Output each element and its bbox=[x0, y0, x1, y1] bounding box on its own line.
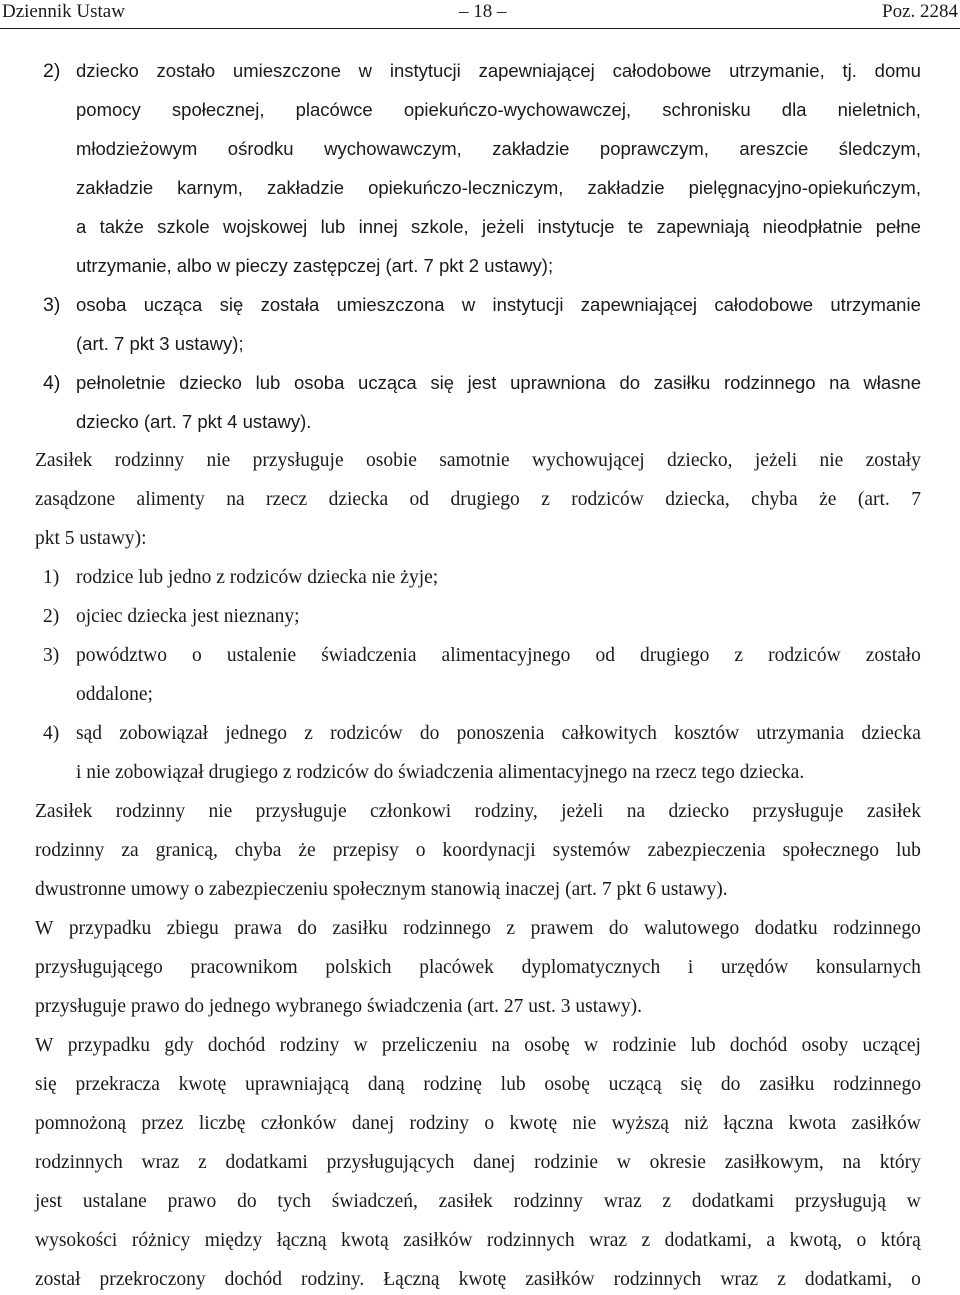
word: zasądzone bbox=[35, 489, 116, 510]
word: z bbox=[506, 918, 516, 939]
word: wychowawczym, bbox=[324, 138, 462, 159]
word: zasiłkowym, bbox=[724, 1152, 824, 1173]
word: utrzymanie bbox=[830, 294, 921, 315]
word: przysługuje bbox=[252, 450, 344, 471]
word: rodzinnych bbox=[486, 1230, 575, 1251]
list-number: 4) bbox=[43, 723, 60, 744]
word: własne bbox=[863, 372, 921, 393]
word: śledczym, bbox=[838, 138, 921, 159]
word: osoby bbox=[801, 1035, 849, 1056]
word: pielęgnacyjno-opiekuńczym, bbox=[688, 177, 921, 198]
word: okresie bbox=[649, 1152, 706, 1173]
word: całkowitych bbox=[561, 723, 657, 744]
text-line bbox=[76, 644, 921, 668]
word: rodziny bbox=[279, 1035, 340, 1056]
word: a bbox=[76, 216, 87, 237]
text-line bbox=[76, 176, 921, 200]
text-line: utrzymanie, albo w pieczy zastępczej (art. 7 pkt 2 ustawy); bbox=[76, 255, 554, 276]
word: członków bbox=[260, 1113, 337, 1134]
word: zbiegu bbox=[166, 918, 219, 939]
word: kwota bbox=[788, 1113, 837, 1134]
word: którą bbox=[880, 1230, 921, 1251]
word: danej bbox=[473, 1152, 516, 1173]
word: przysługujących bbox=[326, 1152, 455, 1173]
word: dziecka bbox=[861, 723, 921, 744]
word: przysługuje bbox=[255, 801, 347, 822]
word: zapewniają bbox=[656, 216, 750, 237]
word: rodzinnego bbox=[403, 918, 491, 939]
word: od bbox=[595, 645, 615, 666]
word: sąd bbox=[76, 723, 102, 744]
word: zakładzie bbox=[587, 177, 665, 198]
paragraph-line: przysługuje prawo do jednego wybranego świadczenia (art. 27 ust. 3 ustawy). bbox=[35, 996, 643, 1017]
paragraph-line bbox=[35, 1229, 921, 1253]
paragraph-line bbox=[35, 1190, 921, 1214]
word: dziecko bbox=[179, 372, 242, 393]
word: pełnoletnie bbox=[76, 372, 166, 393]
word: prawa bbox=[234, 918, 282, 939]
word: (art. bbox=[857, 489, 890, 510]
text-line: ojciec dziecka jest nieznany; bbox=[76, 606, 300, 627]
word: prawem bbox=[530, 918, 594, 939]
page-header bbox=[0, 0, 960, 26]
word: przysługuje bbox=[752, 801, 844, 822]
list-number: 3) bbox=[43, 294, 61, 316]
word: szkole bbox=[157, 216, 210, 237]
paragraph-line bbox=[35, 449, 921, 473]
word: że bbox=[819, 489, 837, 510]
word: kosztów bbox=[674, 723, 740, 744]
word: łączna bbox=[723, 1113, 774, 1134]
word: do bbox=[237, 1191, 257, 1212]
word: członkowi bbox=[369, 801, 452, 822]
word: opiekuńczo-leczniczym, bbox=[368, 177, 564, 198]
word: całodobowe bbox=[612, 60, 712, 81]
word: między bbox=[204, 1230, 263, 1251]
word: dochód bbox=[207, 1035, 266, 1056]
word: tych bbox=[277, 1191, 311, 1212]
word: Łączną bbox=[383, 1269, 440, 1290]
word: nieodpłatnie bbox=[762, 216, 863, 237]
word: liczbę bbox=[198, 1113, 246, 1134]
text-line: i nie zobowiązał drugiego z rodziców do świadczenia alimentacyjnego na rzecz tego dziecka. bbox=[76, 762, 805, 783]
word: tj. bbox=[842, 60, 857, 81]
word: ustalane bbox=[82, 1191, 147, 1212]
word: opiekuńczo-wychowawczej, bbox=[403, 99, 632, 120]
word: uprawniającą bbox=[245, 1074, 350, 1095]
word: zakładzie bbox=[76, 177, 154, 198]
word: młodzieżowym bbox=[76, 138, 198, 159]
text-line bbox=[76, 371, 921, 395]
word: dziecko, bbox=[667, 450, 733, 471]
word: kwotą bbox=[340, 1230, 389, 1251]
word: pomocy bbox=[76, 99, 141, 120]
word: te bbox=[627, 216, 644, 237]
list-number: 3) bbox=[43, 645, 60, 666]
word: rodzinnych bbox=[35, 1152, 123, 1173]
word: z bbox=[198, 1152, 207, 1173]
word: w bbox=[461, 294, 476, 315]
word: się bbox=[35, 1074, 57, 1095]
word: dodatkami, bbox=[664, 1230, 752, 1251]
word: i bbox=[687, 957, 694, 978]
word: świadczeń, bbox=[331, 1191, 418, 1212]
word: do bbox=[720, 1074, 741, 1095]
word: schronisku bbox=[662, 99, 751, 120]
text-line: rodzice lub jedno z rodziców dziecka nie żyje; bbox=[76, 567, 439, 588]
word: przepisy bbox=[332, 840, 399, 861]
word: rodziców bbox=[571, 489, 644, 510]
word: lub bbox=[500, 1074, 526, 1095]
list-number: 2) bbox=[43, 606, 60, 627]
word: chyba bbox=[751, 489, 798, 510]
word: zostały bbox=[865, 450, 921, 471]
word: wraz bbox=[589, 1230, 628, 1251]
word: rodzinny bbox=[35, 840, 105, 861]
word: przez bbox=[141, 1113, 184, 1134]
paragraph-line bbox=[35, 1112, 921, 1136]
word: różnicy bbox=[131, 1230, 191, 1251]
paragraph-line bbox=[35, 1151, 921, 1175]
word: łączną bbox=[276, 1230, 327, 1251]
word: lub bbox=[255, 372, 281, 393]
word: W bbox=[35, 1035, 54, 1056]
word: urzędów bbox=[721, 957, 789, 978]
word: na bbox=[226, 489, 245, 510]
word: o bbox=[911, 1269, 921, 1290]
word: lub bbox=[895, 840, 921, 861]
word: rzecz bbox=[266, 489, 308, 510]
word: rodziców bbox=[768, 645, 841, 666]
word: dodatkami, bbox=[804, 1269, 893, 1290]
word: samotnie bbox=[439, 450, 510, 471]
text-line: (art. 7 pkt 3 ustawy); bbox=[76, 333, 244, 354]
word: jeżeli bbox=[561, 801, 604, 822]
word: dodatku bbox=[754, 918, 818, 939]
word: prawo bbox=[167, 1191, 217, 1212]
word: areszcie bbox=[739, 138, 809, 159]
word: nie bbox=[819, 450, 844, 471]
word: drugiego bbox=[640, 645, 710, 666]
word: lub bbox=[690, 1035, 716, 1056]
word: zobowiązał bbox=[119, 723, 209, 744]
word: poprawczym, bbox=[599, 138, 709, 159]
paragraph-line bbox=[35, 1268, 921, 1292]
word: zasiłków bbox=[403, 1230, 473, 1251]
word: rodziców bbox=[330, 723, 403, 744]
word: została bbox=[260, 294, 320, 315]
word: instytucje bbox=[537, 216, 615, 237]
word: dodatkami bbox=[225, 1152, 308, 1173]
word: osobę bbox=[544, 1074, 590, 1095]
word: W bbox=[35, 918, 54, 939]
word: 7 bbox=[911, 489, 921, 510]
word: do bbox=[608, 918, 629, 939]
word: przypadku bbox=[68, 918, 152, 939]
paragraph-line bbox=[35, 1034, 921, 1058]
word: w bbox=[353, 1035, 368, 1056]
word: dochód bbox=[224, 1269, 283, 1290]
word: innej bbox=[358, 216, 398, 237]
word: do bbox=[297, 918, 317, 939]
word: wychowującej bbox=[532, 450, 645, 471]
page-number: – 18 – bbox=[459, 1, 507, 22]
word: w bbox=[616, 1152, 631, 1173]
word: społecznej, bbox=[171, 99, 265, 120]
list-number: 2) bbox=[43, 60, 61, 82]
paragraph-line bbox=[35, 1073, 921, 1097]
word: który bbox=[879, 1152, 921, 1173]
word: przysługującego bbox=[35, 957, 163, 978]
word: nie bbox=[572, 1113, 597, 1134]
word: kwotą, bbox=[789, 1230, 843, 1251]
word: utrzymanie, bbox=[729, 60, 825, 81]
word: z bbox=[541, 489, 550, 510]
word: jest bbox=[467, 372, 497, 393]
word: rodzinnego bbox=[833, 1074, 921, 1095]
header-rule bbox=[0, 28, 960, 29]
word: na bbox=[842, 1152, 861, 1173]
word: placówce bbox=[295, 99, 373, 120]
word: został bbox=[35, 1269, 81, 1290]
word: w bbox=[584, 1035, 599, 1056]
text-line bbox=[76, 293, 921, 317]
word: ośrodku bbox=[227, 138, 294, 159]
paragraph-line bbox=[35, 800, 921, 824]
word: dziecka bbox=[328, 489, 389, 510]
word: o bbox=[415, 840, 426, 861]
word: zapewniającej bbox=[478, 60, 595, 81]
word: nieletnich, bbox=[837, 99, 921, 120]
word: wraz bbox=[141, 1152, 180, 1173]
word: osoba bbox=[76, 294, 127, 315]
word: z bbox=[734, 645, 744, 666]
word: od bbox=[409, 489, 430, 510]
word: nie bbox=[208, 801, 233, 822]
word: się bbox=[680, 1074, 703, 1095]
word: chyba bbox=[234, 840, 282, 861]
paragraph-line bbox=[35, 839, 921, 863]
word: dziecko bbox=[668, 801, 730, 822]
word: nie bbox=[206, 450, 231, 471]
paragraph-line bbox=[35, 956, 921, 980]
list-number: 1) bbox=[43, 567, 60, 588]
word: a bbox=[766, 1230, 775, 1251]
word: rodzinnego bbox=[723, 372, 816, 393]
word: dla bbox=[781, 99, 807, 120]
text-line bbox=[76, 137, 921, 161]
word: wojskowej bbox=[222, 216, 308, 237]
word: alimenty bbox=[136, 489, 205, 510]
word: kwotę bbox=[509, 1113, 558, 1134]
text-line bbox=[76, 215, 921, 239]
word: kwotę bbox=[458, 1269, 507, 1290]
word: instytucji bbox=[389, 60, 461, 81]
word: przekracza bbox=[75, 1074, 160, 1095]
word: dochód bbox=[729, 1035, 788, 1056]
word: uczącą bbox=[608, 1074, 662, 1095]
word: się bbox=[219, 294, 244, 315]
word: rodzinie bbox=[534, 1152, 599, 1173]
word: rodzinę bbox=[423, 1074, 482, 1095]
word: do bbox=[419, 723, 440, 744]
word: rodzinnych bbox=[613, 1269, 702, 1290]
word: jednego bbox=[225, 723, 287, 744]
word: danej bbox=[351, 1113, 395, 1134]
word: utrzymania bbox=[756, 723, 845, 744]
word: niż bbox=[684, 1113, 709, 1134]
word: przeliczeniu bbox=[381, 1035, 478, 1056]
text-line bbox=[76, 98, 921, 122]
word: domu bbox=[874, 60, 921, 81]
word: rodzinny bbox=[513, 1191, 583, 1212]
word: rodzinie bbox=[612, 1035, 677, 1056]
word: rodziny, bbox=[474, 801, 538, 822]
word: zasiłków bbox=[525, 1269, 595, 1290]
word: także bbox=[99, 216, 144, 237]
word: przekroczony bbox=[99, 1269, 206, 1290]
word: zasiłku bbox=[332, 918, 388, 939]
word: walutowego bbox=[643, 918, 740, 939]
word: placówek bbox=[419, 957, 494, 978]
word: o bbox=[192, 645, 202, 666]
word: na bbox=[491, 1035, 510, 1056]
word: ucząca bbox=[143, 294, 203, 315]
word: na bbox=[626, 801, 646, 822]
word: jeżeli bbox=[754, 450, 798, 471]
word: zakładzie bbox=[492, 138, 570, 159]
word: świadczenia bbox=[321, 645, 417, 666]
paragraph-line: dwustronne umowy o zabezpieczeniu społecznym stanowią inaczej (art. 7 pkt 6 ustawy). bbox=[35, 879, 728, 900]
word: osoba bbox=[293, 372, 345, 393]
word: zostało bbox=[156, 60, 216, 81]
word: umieszczone bbox=[232, 60, 341, 81]
word: zasiłków bbox=[851, 1113, 921, 1134]
word: dodatkami bbox=[691, 1191, 775, 1212]
word: wyższą bbox=[611, 1113, 669, 1134]
word: przypadku bbox=[67, 1035, 151, 1056]
word: rodzinny bbox=[115, 801, 186, 822]
word: wysokości bbox=[35, 1230, 118, 1251]
word: uprawniona bbox=[510, 372, 606, 393]
text-line bbox=[76, 59, 921, 83]
word: uczącej bbox=[862, 1035, 921, 1056]
word: zasiłek bbox=[438, 1191, 493, 1212]
word: rodzinnego bbox=[833, 918, 921, 939]
word: zasiłku bbox=[759, 1074, 815, 1095]
word: z bbox=[641, 1230, 651, 1251]
word: osobie bbox=[365, 450, 417, 471]
word: rodzinny bbox=[114, 450, 185, 471]
word: pomnożoną bbox=[35, 1113, 126, 1134]
word: umieszczona bbox=[336, 294, 445, 315]
word: lub bbox=[320, 216, 346, 237]
word: że bbox=[298, 840, 316, 861]
word: jest bbox=[35, 1191, 63, 1212]
word: ustalenie bbox=[226, 645, 297, 666]
word: Zasiłek bbox=[35, 450, 93, 471]
word: pełne bbox=[875, 216, 921, 237]
word: pracownikom bbox=[190, 957, 298, 978]
word: do bbox=[619, 372, 641, 393]
word: polskich bbox=[325, 957, 392, 978]
word: ucząca bbox=[358, 372, 417, 393]
paragraph-line bbox=[35, 488, 921, 512]
word: wraz bbox=[603, 1191, 642, 1212]
list-number: 4) bbox=[43, 372, 61, 394]
word: koordynacji bbox=[442, 840, 536, 861]
word: wraz bbox=[720, 1269, 759, 1290]
word: jeżeli bbox=[481, 216, 525, 237]
paragraph-line: pkt 5 ustawy): bbox=[35, 528, 147, 549]
word: za bbox=[121, 840, 139, 861]
journal-title: Dziennik Ustaw bbox=[2, 1, 125, 22]
word: alimentacyjnego bbox=[441, 645, 571, 666]
word: daną bbox=[367, 1074, 405, 1095]
word: konsularnych bbox=[815, 957, 921, 978]
word: zapewniającej bbox=[580, 294, 698, 315]
word: osobę bbox=[524, 1035, 570, 1056]
word: granicą, bbox=[155, 840, 218, 861]
word: o bbox=[484, 1113, 495, 1134]
word: zakładzie bbox=[266, 177, 345, 198]
word: w bbox=[358, 60, 373, 81]
word: instytucji bbox=[492, 294, 564, 315]
word: kwotę bbox=[178, 1074, 227, 1095]
word: społecznego bbox=[782, 840, 879, 861]
word: z bbox=[777, 1269, 786, 1290]
word: powództwo bbox=[76, 645, 167, 666]
word: przysługują bbox=[795, 1191, 886, 1212]
word: całodobowe bbox=[714, 294, 814, 315]
word: dziecka, bbox=[665, 489, 730, 510]
word: w bbox=[906, 1191, 921, 1212]
word: drugiego bbox=[450, 489, 520, 510]
word: zasiłek bbox=[866, 801, 921, 822]
word: zasiłku bbox=[653, 372, 711, 393]
word: ponoszenia bbox=[456, 723, 545, 744]
word: zabezpieczenia bbox=[647, 840, 766, 861]
word: systemów bbox=[552, 840, 631, 861]
word: o bbox=[856, 1230, 867, 1251]
text-line: dziecko (art. 7 pkt 4 ustawy). bbox=[76, 411, 312, 432]
word: dziecko bbox=[76, 60, 139, 81]
word: z bbox=[304, 723, 313, 744]
word: rodziny. bbox=[301, 1269, 365, 1290]
text-line: oddalone; bbox=[76, 684, 153, 705]
word: gdy bbox=[164, 1035, 194, 1056]
word: rodziny bbox=[409, 1113, 470, 1134]
word: z bbox=[662, 1191, 672, 1212]
word: karnym, bbox=[177, 177, 243, 198]
paragraph-line bbox=[35, 917, 921, 941]
word: zostało bbox=[865, 645, 921, 666]
word: szkole, bbox=[411, 216, 469, 237]
word: dyplomatycznych bbox=[521, 957, 661, 978]
word: na bbox=[829, 372, 850, 393]
word: się bbox=[430, 372, 454, 393]
word: Zasiłek bbox=[35, 801, 93, 822]
text-line bbox=[76, 722, 921, 746]
position-number: Poz. 2284 bbox=[882, 1, 958, 22]
